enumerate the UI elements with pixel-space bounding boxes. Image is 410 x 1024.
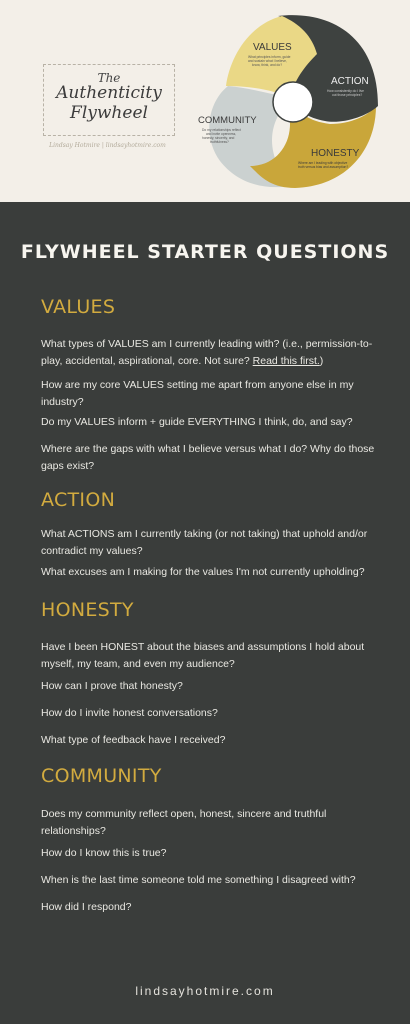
question-item: How can I prove that honesty? bbox=[41, 680, 183, 692]
flywheel-honesty-label: HONESTY bbox=[311, 148, 360, 159]
question-item: When is the last time someone told me something I disagreed with? bbox=[41, 874, 356, 886]
question-item: Does my community reflect open, honest, sincere and truthful relationships? bbox=[41, 808, 327, 837]
question-item bbox=[41, 336, 376, 370]
flywheel-community-desc: Do my relationships reflect bbox=[202, 128, 241, 132]
flywheel-community-desc: honesty, sincerity, and bbox=[202, 136, 235, 140]
question-item: How did I respond? bbox=[41, 901, 132, 913]
question-text-end: ) bbox=[319, 355, 324, 367]
flywheel-community-label: COMMUNITY bbox=[198, 115, 257, 126]
section-heading-community: COMMUNITY bbox=[41, 765, 162, 787]
flywheel-action-label: ACTION bbox=[331, 76, 369, 87]
footer-website: lindsayhotmire.com bbox=[135, 984, 275, 998]
logo-title bbox=[44, 83, 174, 123]
flywheel-values-label: VALUES bbox=[253, 42, 292, 53]
flywheel-community-desc: and invite openness, bbox=[206, 132, 237, 136]
section-heading-values: VALUES bbox=[41, 296, 116, 318]
question-item: What excuses am I making for the values I'm not currently upholding? bbox=[41, 566, 365, 578]
question-item: What type of feedback have I received? bbox=[41, 734, 226, 746]
question-item: What ACTIONS am I currently taking (or not taking) that uphold and/or contradict my values? bbox=[41, 528, 368, 557]
question-item: Have I been HONEST about the biases and assumptions I hold about myself, my team, and even my audience? bbox=[41, 641, 365, 670]
logo-the: The bbox=[97, 71, 121, 85]
flywheel-values-desc: know, think, and do? bbox=[252, 63, 283, 67]
flywheel-action-desc: out those principles? bbox=[332, 93, 363, 97]
read-this-first-link[interactable]: Read this first. bbox=[252, 355, 320, 367]
section-heading-action: ACTION bbox=[41, 489, 116, 511]
page-title: FLYWHEEL STARTER QUESTIONS bbox=[20, 241, 390, 263]
question-item: Do my VALUES inform + guide EVERYTHING I think, do, and say? bbox=[41, 416, 353, 428]
flywheel-center bbox=[273, 82, 313, 122]
header-banner bbox=[0, 0, 410, 202]
question-item: How do I know this is true? bbox=[41, 847, 167, 859]
flywheel-values-desc: and sustain what I believe, bbox=[248, 59, 287, 63]
question-text: What types of VALUES am I currently leading with? (i.e., permission-to-play, accidental, aspirational, core. Not sure? bbox=[41, 338, 373, 367]
flywheel-values-desc: What principles inform, guide bbox=[248, 55, 291, 59]
logo-title-line2: Flywheel bbox=[70, 103, 148, 123]
flywheel-honesty-desc: truth versus bias and assumption? bbox=[298, 165, 349, 169]
logo-credit: Lindsay Hotmire | lindsayhotmire.com bbox=[49, 142, 166, 149]
question-item: How are my core VALUES setting me apart from anyone else in my industry? bbox=[41, 379, 354, 408]
question-item: How do I invite honest conversations? bbox=[41, 707, 218, 719]
flywheel-diagram bbox=[190, 6, 390, 196]
section-heading-honesty: HONESTY bbox=[41, 599, 134, 621]
question-item: Where are the gaps with what I believe versus what I do? Why do those gaps exist? bbox=[41, 443, 375, 472]
logo-title-line1: Authenticity bbox=[56, 83, 162, 103]
flywheel-action-desc: How consistently do I live bbox=[327, 89, 365, 93]
logo bbox=[43, 64, 175, 136]
flywheel-community-desc: truthfulness? bbox=[210, 140, 229, 144]
flywheel-honesty-desc: Where am I leading with objective bbox=[298, 161, 348, 165]
